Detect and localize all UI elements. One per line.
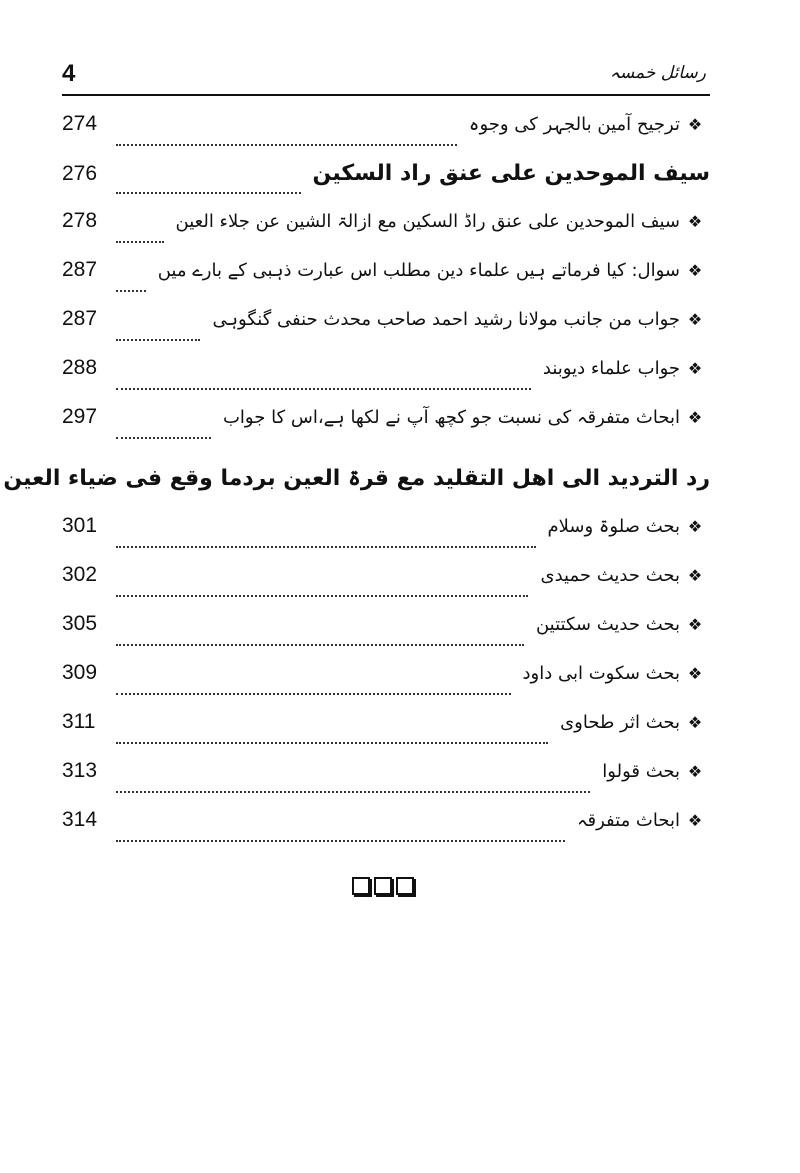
diamond-bullet-icon: ❖: [687, 408, 703, 427]
toc-entry[interactable]: [62, 661, 710, 710]
toc-entry-page: 305: [62, 612, 98, 635]
toc-entry[interactable]: [62, 112, 710, 161]
dot-leader: [116, 144, 457, 146]
toc-entry-page: 278: [62, 209, 98, 232]
page-header: [62, 58, 710, 96]
dot-leader: [116, 192, 301, 194]
toc-entry-title: بحث قولوا: [602, 761, 680, 782]
dot-leader: [116, 339, 200, 341]
toc-entry[interactable]: [62, 759, 710, 808]
dot-leader: [116, 290, 146, 292]
diamond-bullet-icon: ❖: [687, 566, 703, 585]
toc-entry-page: 287: [62, 258, 98, 281]
dot-leader: [116, 791, 590, 793]
toc-entry-title: بحث حدیث سکتتین: [535, 614, 680, 635]
toc-entry-page: 287: [62, 307, 98, 330]
dot-leader: [116, 388, 531, 390]
diamond-bullet-icon: ❖: [687, 811, 703, 830]
square-ornament-icon: [352, 877, 370, 895]
diamond-bullet-icon: ❖: [687, 261, 703, 280]
toc-entry-title: بحث اثر طحاوی: [560, 712, 680, 733]
toc-entry[interactable]: [62, 209, 710, 258]
toc-entry-title: بحث صلوۃ وسلام: [547, 516, 680, 537]
toc-entry[interactable]: [62, 356, 710, 405]
toc-entry-page: 313: [62, 759, 98, 782]
toc-entry-page: 297: [62, 405, 98, 428]
toc-entry-page: 288: [62, 356, 98, 379]
square-ornament-icon: [374, 877, 392, 895]
page-number: 4: [62, 60, 76, 87]
dot-leader: [116, 840, 565, 842]
diamond-bullet-icon: ❖: [687, 713, 703, 732]
toc-entry-title: ابحاث متفرقہ: [576, 810, 680, 831]
toc-entry-page: 302: [62, 563, 98, 586]
toc-section-heading[interactable]: [3, 466, 710, 514]
toc-entry-title: جواب علماء دیوبند: [542, 358, 680, 379]
dot-leader: [116, 644, 524, 646]
toc-entry-title: سیف الموحدین علی عنق راڈ السکین مع ازالۃ الشین عن جلاء العین: [175, 211, 680, 232]
toc-entry[interactable]: [62, 808, 710, 857]
toc-entry[interactable]: [62, 710, 710, 759]
diamond-bullet-icon: ❖: [687, 517, 703, 536]
dot-leader: [116, 241, 164, 243]
toc-section-heading[interactable]: [62, 161, 710, 209]
end-of-section-marker: [352, 877, 414, 895]
toc-entry-page: 314: [62, 808, 98, 831]
toc-entry[interactable]: [62, 514, 710, 563]
running-title: رسائل خمسہ: [609, 63, 706, 83]
toc-entry[interactable]: [62, 258, 710, 307]
square-ornament-icon: [396, 877, 414, 895]
toc-entry-title: سوال: کیا فرماتے ہیں علماء دین مطلب اس عبارت ذہبی کے بارے میں: [157, 260, 680, 281]
diamond-bullet-icon: ❖: [687, 762, 703, 781]
toc-entry-title: ترجیح آمین بالجہر کی وجوہ: [468, 114, 680, 135]
toc-section-title: سیف الموحدین علی عنق راد السکین: [312, 161, 710, 186]
toc-entry[interactable]: [62, 612, 710, 661]
dot-leader: [116, 546, 536, 548]
toc-entry-title: بحث حدیث حمیدی: [540, 565, 680, 586]
toc-entry-page: 276: [62, 162, 98, 185]
toc-entry-page: 311: [62, 710, 96, 733]
toc-entry[interactable]: [62, 307, 710, 356]
diamond-bullet-icon: ❖: [687, 212, 703, 231]
toc-entry-title: ابحاث متفرقہ کی نسبت جو کچھ آپ نے لکھا ہے،اس کا جواب: [222, 407, 680, 428]
toc-entry-title: بحث سکوت ابی داود: [522, 663, 680, 684]
diamond-bullet-icon: ❖: [687, 664, 703, 683]
dot-leader: [116, 595, 528, 597]
toc-entry-title: جواب من جانب مولانا رشید احمد صاحب محدث حنفی گنگوہی: [212, 309, 680, 330]
dot-leader: [116, 437, 211, 439]
toc-entry[interactable]: [62, 405, 710, 454]
diamond-bullet-icon: ❖: [687, 115, 703, 134]
toc-entry-page: 274: [62, 112, 98, 135]
table-of-contents: [3, 112, 710, 857]
diamond-bullet-icon: ❖: [687, 615, 703, 634]
toc-entry-page: 309: [62, 661, 98, 684]
toc-entry-page: 301: [62, 514, 98, 537]
dot-leader: [116, 693, 511, 695]
diamond-bullet-icon: ❖: [687, 310, 703, 329]
diamond-bullet-icon: ❖: [687, 359, 703, 378]
toc-entry[interactable]: [62, 563, 710, 612]
toc-section-title: رد التردید الی اھل التقلید مع قرۃ العین بردما وقع فی ضیاء العین: [3, 466, 710, 491]
dot-leader: [116, 742, 548, 744]
